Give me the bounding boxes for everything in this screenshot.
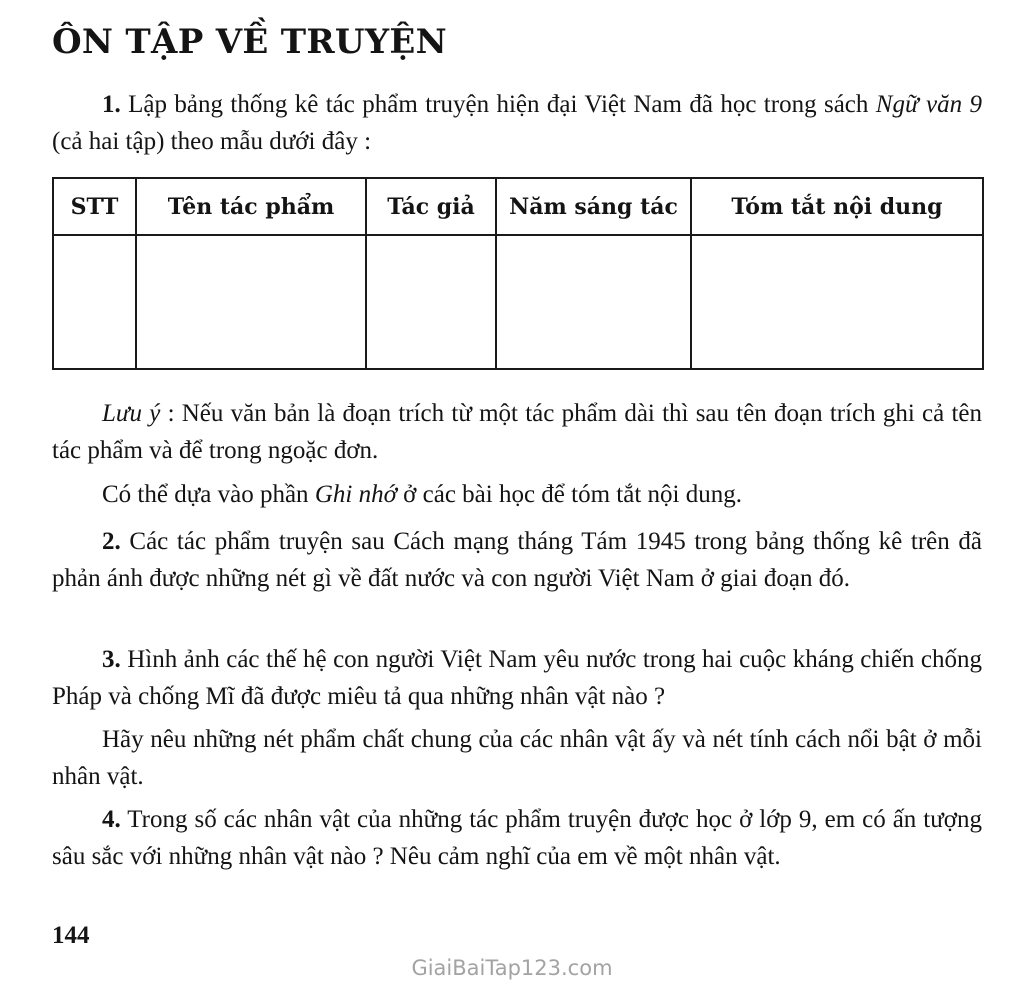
column-header-author: Tác giả xyxy=(366,178,496,235)
table-row xyxy=(53,235,983,369)
statistics-table xyxy=(52,177,984,370)
watermark: GiaiBaiTap123.com xyxy=(411,956,613,980)
question-3-followup xyxy=(52,721,982,795)
table-cell-summary xyxy=(691,235,983,369)
question-3-text: Hình ảnh các thế hệ con người Việt Nam yêu nước trong hai cuộc kháng chiến chống Pháp và chống Mĩ đã được miêu tả qua những nhân vật nào ? xyxy=(52,646,982,710)
note-label: Lưu ý xyxy=(102,400,161,427)
book-title: Ngữ văn 9 xyxy=(875,91,982,118)
question-2-number: 2. xyxy=(102,528,121,555)
question-1-text: Lập bảng thống kê tác phẩm truyện hiện đại Việt Nam đã học trong sách xyxy=(120,91,876,118)
table-cell-work-title xyxy=(136,235,366,369)
tip-emphasis: Ghi nhớ xyxy=(314,481,397,508)
question-2 xyxy=(52,523,982,597)
question-1 xyxy=(52,86,982,160)
question-4-text: Trong số các nhân vật của những tác phẩm truyện được học ở lớp 9, em có ấn tượng sâu sắc với những nhân vật nào ? Nêu cảm nghĩ của em về một nhân vật. xyxy=(52,806,982,870)
page-number: 144 xyxy=(52,922,90,949)
table-cell-author xyxy=(366,235,496,369)
tip-text-end: ở các bài học để tóm tắt nội dung. xyxy=(396,481,742,508)
column-header-stt: STT xyxy=(53,178,136,235)
question-1-text-end: (cả hai tập) theo mẫu dưới đây : xyxy=(52,128,372,155)
column-header-year: Năm sáng tác xyxy=(496,178,691,235)
question-2-text: Các tác phẩm truyện sau Cách mạng tháng Tám 1945 trong bảng thống kê trên đã phản ánh được những nét gì về đất nước và con người Việt Nam ở giai đoạn đó. xyxy=(52,528,982,592)
column-header-work-title: Tên tác phẩm xyxy=(136,178,366,235)
column-header-summary: Tóm tắt nội dung xyxy=(691,178,983,235)
tip-text: Có thể dựa vào phần xyxy=(102,481,315,508)
question-1-number: 1. xyxy=(102,91,121,118)
note-text: : Nếu văn bản là đoạn trích từ một tác phẩm dài thì sau tên đoạn trích ghi cả tên tác phẩm và để trong ngoặc đơn. xyxy=(52,400,982,464)
table-cell-year xyxy=(496,235,691,369)
question-3 xyxy=(52,641,982,715)
table-header-row xyxy=(53,178,983,235)
tip xyxy=(52,476,982,513)
note xyxy=(52,395,982,469)
question-3-followup-text: Hãy nêu những nét phẩm chất chung của các nhân vật ấy và nét tính cách nổi bật ở mỗi nhân vật. xyxy=(52,726,982,790)
table-cell-stt xyxy=(53,235,136,369)
question-3-number: 3. xyxy=(102,646,121,673)
question-4 xyxy=(52,801,982,875)
question-4-number: 4. xyxy=(102,806,121,833)
page-title: ÔN TẬP VỀ TRUYỆN xyxy=(52,22,448,62)
